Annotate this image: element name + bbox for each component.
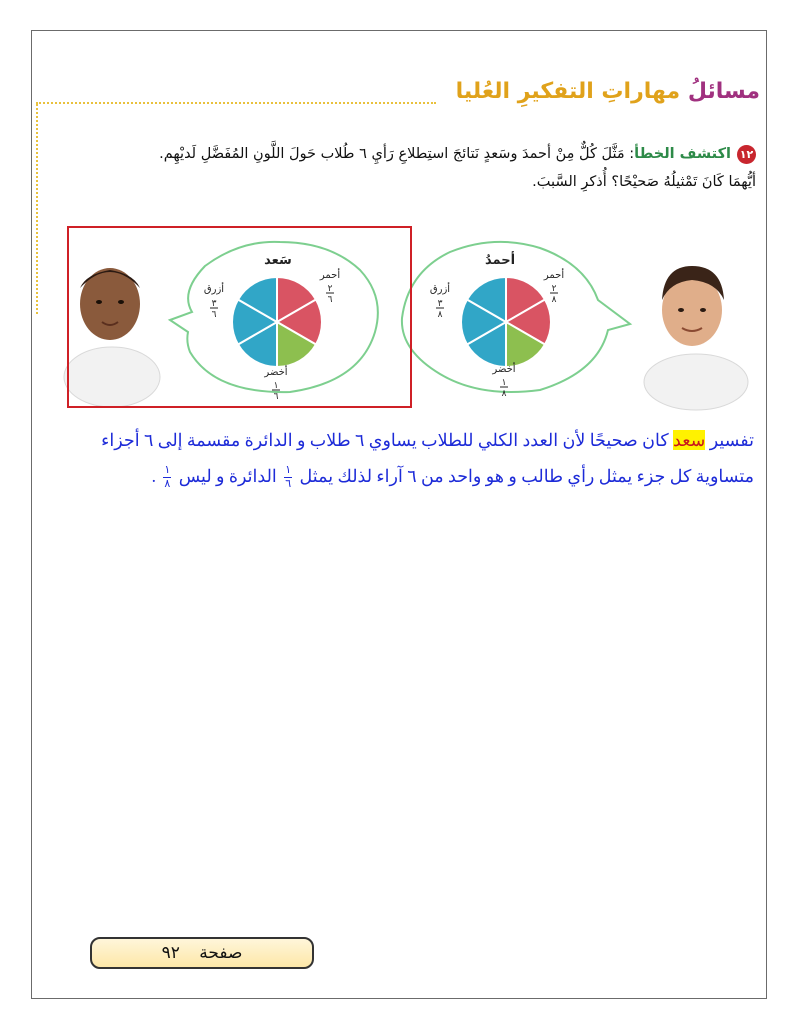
dotted-rule (36, 102, 436, 104)
frac1-den: ٦ (285, 478, 292, 491)
saad-red-num: ٢ (327, 284, 333, 294)
ahmad-red-num: ٢ (551, 284, 557, 294)
saad-green-den: ٦ (273, 392, 279, 402)
saad-red-label: أحمر (319, 270, 341, 281)
frac1-num: ١ (285, 464, 292, 477)
fraction-one-eighth (163, 465, 171, 490)
saad-name: سَعد (264, 253, 292, 268)
explanation-word-1: تفسير (709, 430, 754, 450)
ahmad-red-label: أحمر (543, 270, 565, 281)
section-heading (456, 79, 760, 104)
saad-green-num: ١ (273, 381, 279, 391)
problem-statement (66, 140, 756, 196)
ahmad-green-label: أخضر (492, 364, 516, 375)
frac2-den: ٨ (164, 478, 171, 491)
problem-line-2: أيُّهمَا كَانَ تَمْثيلُهُ صَحيْحًا؟ أُذكرِ السَّببَ. (532, 174, 756, 190)
answer-highlight-frame (67, 226, 412, 408)
ahmad-blue-label: أزرق (429, 284, 451, 295)
saad-blue-label: أزرق (203, 284, 225, 295)
problem-text-1: : مَثَّلَ كُلٌّ مِنْ أحمدَ وسَعدٍ نَتائجَ استِطلاعِ رَأيِ ٦ طُلاب حَولَ اللَّونِ المُفَضَّلِ لَديْهِم. (159, 146, 635, 162)
explanation-text (54, 422, 754, 494)
ahmad-blue-num: ٣ (437, 299, 443, 309)
ahmad-green-num: ١ (501, 378, 507, 388)
pie-chart-ahmad (461, 277, 551, 367)
page-word: صفحة (199, 943, 243, 963)
saad-green-label: أخضر (264, 367, 288, 378)
ahmad-green-den: ٨ (501, 389, 507, 399)
problem-keyword: اكتشف الخطأ (634, 146, 731, 162)
explanation-part-3: الدائرة و ليس (178, 466, 277, 486)
page-number-box (90, 937, 314, 969)
problem-line-1 (66, 140, 756, 168)
heading-part-1: مسائلُ (687, 79, 760, 104)
saad-red-den: ٦ (327, 295, 333, 305)
fraction-one-sixth (284, 465, 292, 490)
ahmad-blue-den: ٨ (437, 310, 443, 320)
explanation-part-2: كان صحيحًا لأن العدد الكلي للطلاب يساوي ٦ طلاب و الدائرة مقسمة إلى ٦ أجزاء متساوية كل جزء يمثل رأي طالب و هو واحد من ٦ آراء لذلك يمثل (101, 430, 754, 486)
ahmad-red-den: ٨ (551, 295, 557, 305)
highlighted-name: سعد (673, 430, 706, 450)
ahmad-name: أحمدُ (484, 253, 516, 268)
saad-blue-den: ٦ (211, 310, 217, 320)
problem-number: ١٢ (737, 145, 756, 164)
student-photo-ahmad (644, 266, 748, 410)
heading-part-2: مهاراتِ التفكيرِ العُليا (455, 79, 681, 104)
page-number: ٩٢ (161, 943, 180, 963)
explanation-end: . (151, 466, 156, 486)
saad-blue-num: ٣ (211, 299, 217, 309)
frac2-num: ١ (164, 464, 171, 477)
